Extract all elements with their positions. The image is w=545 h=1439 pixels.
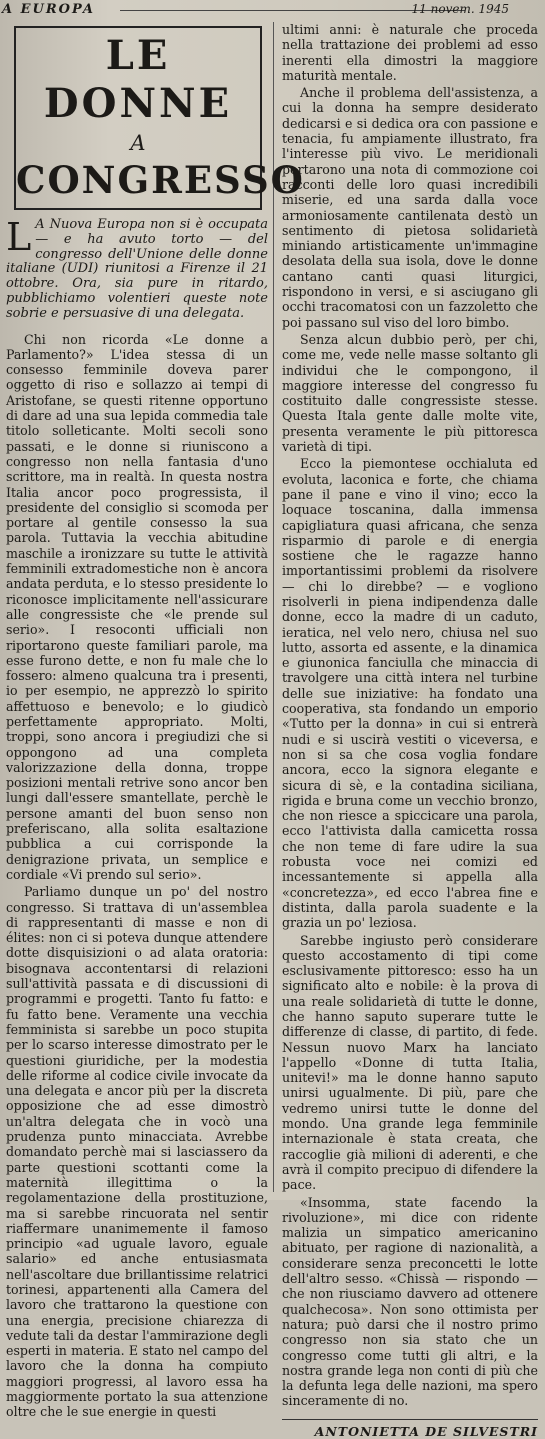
body-paragraph: «Insomma, state facendo la rivoluzione», mi dice con ridente malizia un simpatico americanino abituato, per ragione di nazionalità, a considerare senza preconcetti le lotte dell'altro sesso. «Chissà — rispondo — che non riusciamo davvero ad ottenere qualchecosa». Non sono ottimista per natura; può darsi che il nostro primo congresso non sia stato che un congresso come tutti gli altri, e la nostra grande lega non conti di più che la defunta lega delle nazioni, ma spero sinceramente di no. xyxy=(282,1194,538,1409)
body-paragraph: Anche il problema dell'assistenza, a cui la donna ha sempre desiderato dedicarsi e si dedica ora con passione e tenacia, fu ampiamente illustrato, fra l'interesse più vivo. Le meridionali portarono una nota di commozione coi racconti delle loro quasi incredibili miserie, ed una sarda dalla voce armoniosamente cantilenata destò un sentimento di pietosa solidarietà miniando artisticamente un'immagine desolata della sua isola, dove le donne cantano canti quasi liturgici, rispondono in versi, e si asciugano gli occhi tracomatosi con un fazzoletto che poi passano sul viso del loro bimbo. xyxy=(282,85,538,330)
body-paragraph: Senza alcun dubbio però, per chi, come me, vede nelle masse soltanto gli individui che le compongono, il maggiore interesse del congresso fu costituito dalle congressiste stesse. Questa Itala gente dalle molte vite, presenta veramente le più pittoresca varietà di tipi. xyxy=(282,331,538,455)
article-title-line-3: CONGRESSO xyxy=(16,158,305,202)
article-title-line-1: LE DONNE xyxy=(43,32,233,127)
author-signature: ANTONIETTA DE SILVESTRI xyxy=(282,1419,538,1439)
article-title-line-2: A xyxy=(130,131,146,155)
page-header xyxy=(0,0,545,22)
body-paragraph: ultimi anni: è naturale che proceda nella trattazione dei problemi ad esso inerenti ella dimostri la maggiore maturità mentale. xyxy=(282,22,538,83)
body-paragraph: Parliamo dunque un po' del nostro congresso. Si trattava di un'assemblea di rappresentanti di masse e non di élites: non ci si poteva dunque attendere dotte disquisizioni o ad alata oratoria: bisognava accontentarsi di relazioni sull'attività passata e di discussioni di programmi e progetti. Tanto fu fatto: e fu fatto bene. Veramente una vecchia femminista si sarebbe un poco stupita per lo scarso interesse dimostrato per le questioni giuridiche, per la modestia delle riforme al codice civile invocate da una delegata e ancor più per la discreta opposizione che ad esse dimostrò un'altra delegata che in vocò una prudenza punto minacciata. Avrebbe domandato perchè mai si lasciassero da parte questioni scottanti come la maternità illegittima o la regolamentazione della prostituzione, ma si sarebbe rincuorata nel sentir riaffermare unanimemente il famoso principio «ad uguale lavoro, eguale salario» ed anche entusiasmata nell'ascoltare due brillantissime relatrici torinesi, appartenenti alla Camera del lavoro che trattarono la questione con una energia, precisione chiarezza di vedute tali da destar l'ammirazione degli esperti in materia. E stato nel campo del lavoro che la donna ha compiuto maggiori progressi, al lavoro essa ha maggiormente portato la sua attenzione oltre che le sue energie in questi xyxy=(6,884,268,1420)
body-paragraph: Sarebbe ingiusto però considerare questo accostamento di tipi come esclusivamente pittoresco: esso ha un significato alto e nobile: è la prova di una reale solidarietà di tutte le donne, che hanno saputo superare tutte le differenze di classe, di partito, di fede. Nessun nuovo Marx ha lanciato l'appello «Donne di tutta Italia, unitevi!» ma le donne hanno saputo unirsi ugualmente. Di più, pare che vedremo unirsi tutte le donne del mondo. Una grande lega femminile internazionale è stata creata, che raccoglie già milioni di aderenti, e che avrà il compito precipuo di difendere la pace. xyxy=(282,932,538,1193)
article-title-box xyxy=(14,26,305,210)
body-paragraph: Ecco la piemontese occhialuta ed evoluta, laconica e forte, che chiama pane il pane e vino il vino; ecco la loquace toscanina, dalla immensa capigliatura quasi africana, che senza risparmio di parole e di energia sostiene che le ragazze hanno importantissimi problemi da risolvere — chi lo direbbe? — e vogliono risolverli in piena indipendenza dalle donne, ecco la madre di un caduto, ieratica, nel velo nero, chiusa nel suo lutto, assorta ed assente, e la dinamica e giunonica fanciulla che minaccia di travolgere una città intera nel turbine delle sue iniziative: ha fondato una cooperativa, sta fondando un emporio «Tutto per la donna» in cui si entrerà nudi e si uscirà vestiti o viceversa, e non si sa che cosa voglia fondare ancora, ecco la signora elegante e sicura di sè, e la contadina siciliana, rigida e bruna come un vecchio bronzo, che non riesce a spiccicare una parola, ecco l'attivista dalla camicetta rossa che non teme di fare udire la sua robusta voce nei comizi ed incessantemente si appella alla «concretezza», ed ecco l'abrea fine e distinta, dalla parola suadente e la grazia un po' leziosa. xyxy=(282,456,538,931)
intro-text: A Nuova Europa non si è occupata — e ha avuto torto — del congresso dell'Unione delle donne italiane (UDI) riunitosi a Firenze il 21 ottobre. Ora, sia pure in ritardo, pubblichiamo volentieri queste note sobrie e persuasive di una delegata. xyxy=(6,217,268,321)
body-paragraph: Chi non ricorda «Le donne a Parlamento?» L'idea stessa di un consesso femminile doveva parer oggetto di riso e sollazzo ai tempi di Aristofane, se questi ritenne opportuno di dare ad una sua lepida commedia tale titolo solleticante. Molti secoli sono passati, e le donne si riuniscono a congresso non nella fantasia d'uno scrittore, ma in realtà. In questa nostra Italia ancor poco progressista, il presidente del consiglio si scomoda per portare al gentile consesso la sua parola. Tuttavia la vecchia abitudine maschile a ironizzare su tutte le attività femminili extradomestiche non è ancora andata perduta, e lo stesso presidente lo riconosce implicitamente nell'assicurare alle congressiste che «le prende sul serio». I resoconti ufficiali non riportarono queste familiari parole, ma esse furono dette, e non fu male che lo fossero: almeno qualcuna tra i presenti, io per esempio, ne apprezzò lo spirito affettuoso e benevolo; e lo giudicò perfettamente appropriato. Molti, troppi, sono ancora i pregiudizi che si oppongono ad una completa valorizzazione della donna, troppe posizioni mentali retrive sono ancor ben lungi dall'essere smantellate, perchè le persone amanti del buon senso non preferiscano, alla solita esaltazione pubblica a cui corrisponde la denigrazione privata, un semplice e cordiale «Vi prendo sul serio». xyxy=(6,331,268,882)
publication-name: A EUROPA xyxy=(2,2,95,17)
handwritten-date: 11 novem. 1945 xyxy=(411,2,509,16)
article-right-column xyxy=(282,22,538,1439)
editorial-intro xyxy=(6,215,268,322)
intro-dropcap: L xyxy=(6,215,32,259)
article-left-column xyxy=(6,22,305,1422)
